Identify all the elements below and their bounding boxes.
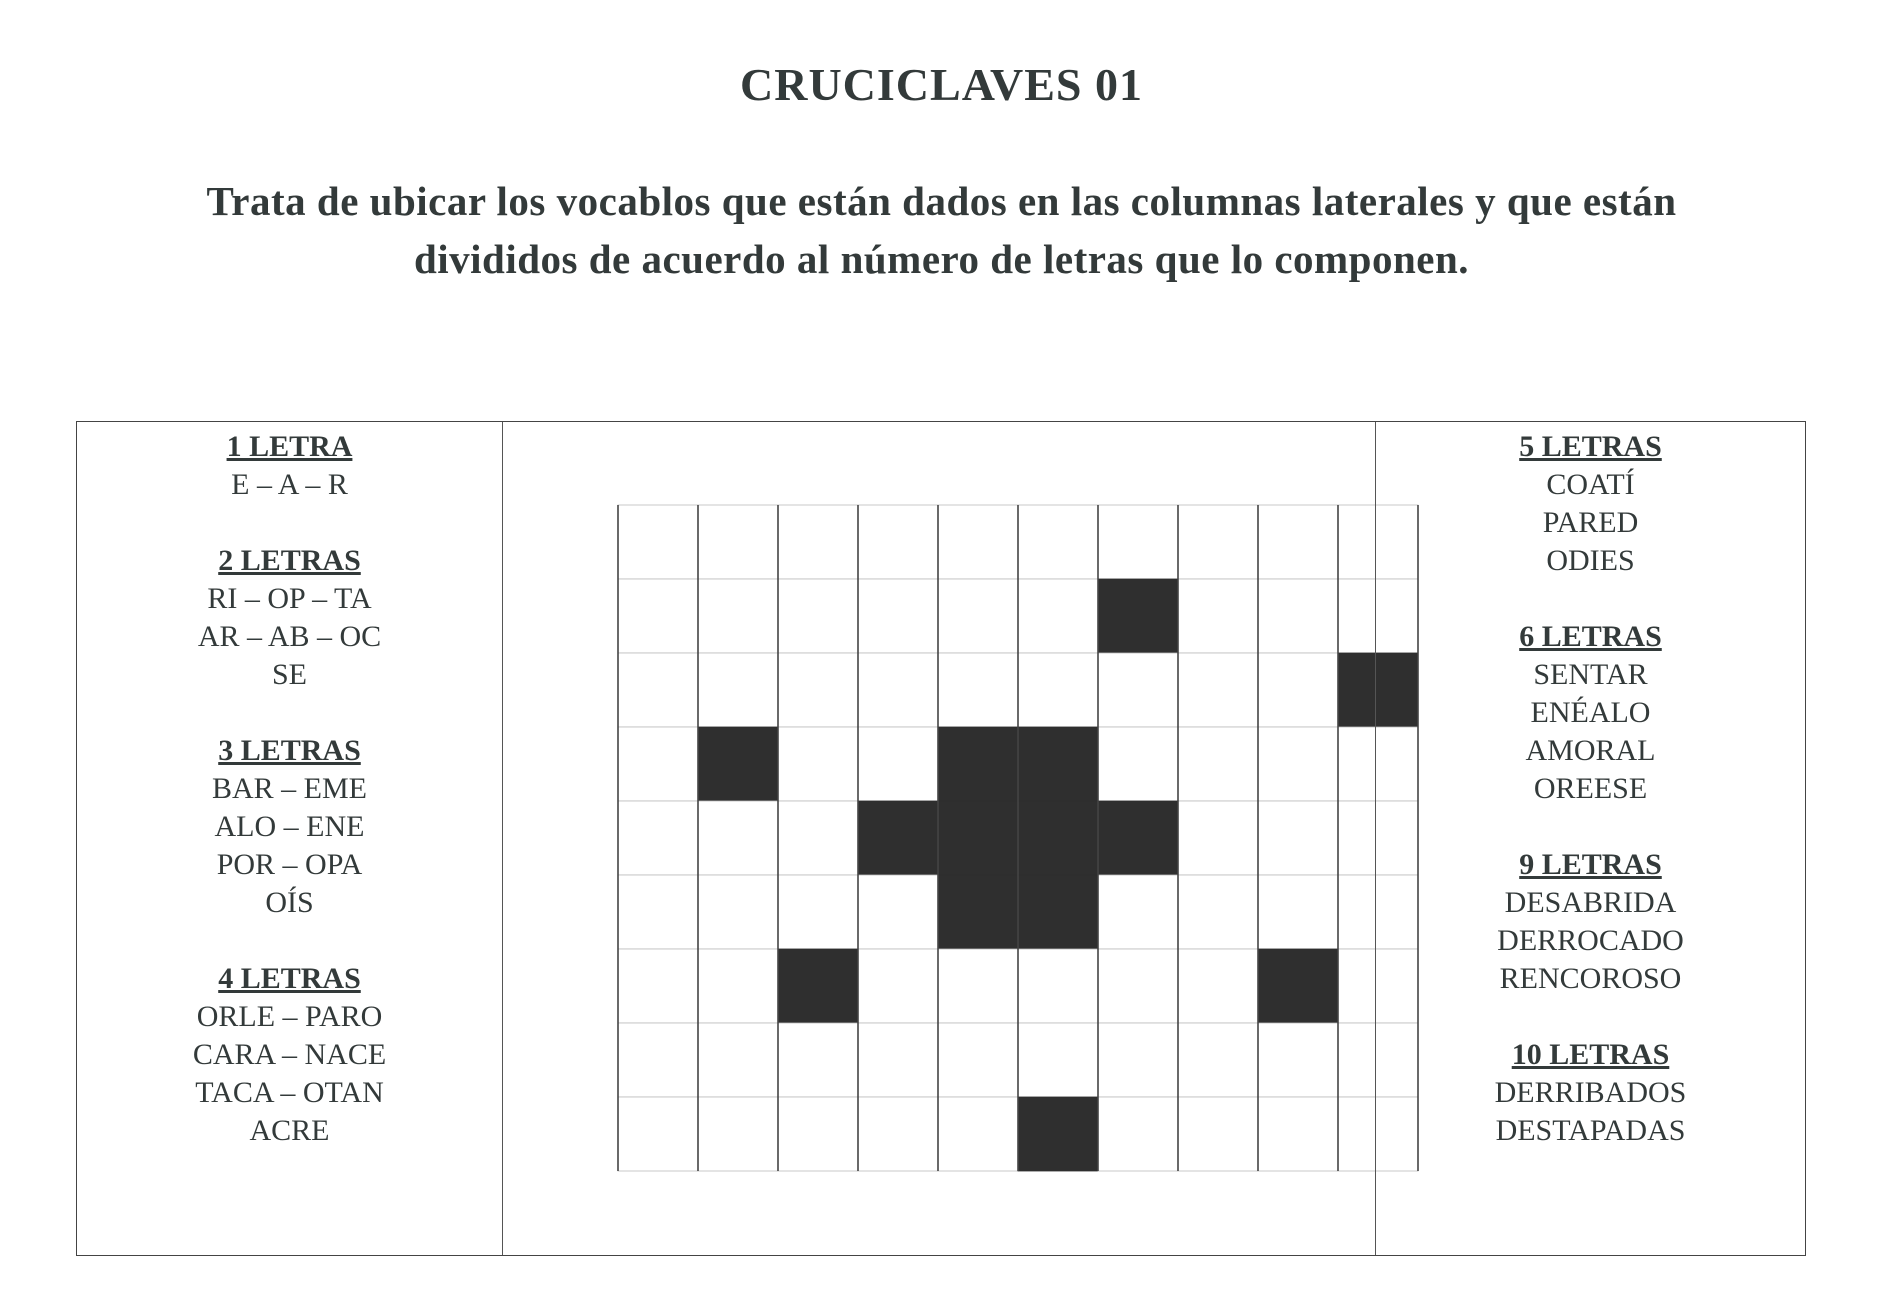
grid-cell[interactable] <box>1258 653 1338 727</box>
word-list-left <box>77 422 503 1255</box>
word-group <box>1376 846 1805 998</box>
grid-cell-black <box>938 875 1018 949</box>
grid-cell[interactable] <box>778 1097 858 1171</box>
word-line: SENTAR <box>1533 658 1648 691</box>
grid-cell[interactable] <box>618 949 698 1023</box>
grid-cell[interactable] <box>1018 579 1098 653</box>
grid-cell[interactable] <box>1178 949 1258 1023</box>
word-line: ORLE – PARO <box>196 1000 383 1033</box>
grid-cell[interactable] <box>1258 505 1338 579</box>
grid-cell[interactable] <box>858 653 938 727</box>
word-group-title: 1 LETRA <box>226 430 353 463</box>
word-group-title: 6 LETRAS <box>1519 620 1662 653</box>
word-group-title: 2 LETRAS <box>218 544 361 577</box>
word-group <box>77 542 502 694</box>
word-group <box>1376 1036 1805 1150</box>
word-line: CARA – NACE <box>192 1038 387 1071</box>
grid-cell[interactable] <box>938 653 1018 727</box>
grid-cell[interactable] <box>1178 579 1258 653</box>
word-group-title: 4 LETRAS <box>218 962 361 995</box>
grid-cell-black <box>1258 949 1338 1023</box>
grid-cell[interactable] <box>778 875 858 949</box>
crossword-area <box>503 422 1375 1255</box>
grid-cell-black <box>1018 875 1098 949</box>
grid-cell-black <box>1098 801 1178 875</box>
grid-cell[interactable] <box>1098 875 1178 949</box>
grid-cell[interactable] <box>1018 1023 1098 1097</box>
grid-cell[interactable] <box>1258 1097 1338 1171</box>
grid-cell-black <box>1098 579 1178 653</box>
grid-cell[interactable] <box>1258 1023 1338 1097</box>
grid-cell[interactable] <box>1178 727 1258 801</box>
grid-cell[interactable] <box>778 579 858 653</box>
word-line: POR – OPA <box>216 848 363 881</box>
grid-cell[interactable] <box>698 505 778 579</box>
word-line: DERROCADO <box>1497 924 1684 957</box>
grid-cell[interactable] <box>778 505 858 579</box>
grid-cell-black <box>698 727 778 801</box>
grid-cell[interactable] <box>618 505 698 579</box>
word-group-title: 3 LETRAS <box>218 734 361 767</box>
word-line: PARED <box>1542 506 1639 539</box>
grid-cell[interactable] <box>778 653 858 727</box>
grid-cell[interactable] <box>698 579 778 653</box>
grid-cell[interactable] <box>1098 727 1178 801</box>
word-line: ALO – ENE <box>214 810 365 843</box>
page-title: CRUCICLAVES 01 <box>740 59 1143 110</box>
word-line: AMORAL <box>1525 734 1656 767</box>
grid-cell[interactable] <box>938 1023 1018 1097</box>
word-group-title: 10 LETRAS <box>1511 1038 1670 1071</box>
word-group <box>1376 618 1805 808</box>
word-line: OREESE <box>1533 772 1648 805</box>
grid-cell[interactable] <box>618 579 698 653</box>
grid-cell[interactable] <box>938 949 1018 1023</box>
grid-cell[interactable] <box>858 727 938 801</box>
word-line: TACA – OTAN <box>195 1076 384 1109</box>
grid-cell-black <box>1018 1097 1098 1171</box>
grid-cell[interactable] <box>1258 875 1338 949</box>
left-word-groups <box>77 422 502 1150</box>
grid-cell[interactable] <box>618 801 698 875</box>
word-line: AR – AB – OC <box>197 620 382 653</box>
grid-cell[interactable] <box>938 505 1018 579</box>
word-line: RI – OP – TA <box>207 582 372 615</box>
grid-cell[interactable] <box>1178 1023 1258 1097</box>
grid-cell[interactable] <box>858 505 938 579</box>
grid-cell[interactable] <box>698 1097 778 1171</box>
grid-cell-black <box>938 801 1018 875</box>
word-group-title: 5 LETRAS <box>1519 430 1662 463</box>
word-line: E – A – R <box>231 468 348 501</box>
word-line: SE <box>271 658 307 691</box>
grid-cell[interactable] <box>1098 653 1178 727</box>
grid-cell[interactable] <box>618 727 698 801</box>
grid-cell-black <box>1018 727 1098 801</box>
grid-cell[interactable] <box>778 1023 858 1097</box>
grid-cell[interactable] <box>858 1023 938 1097</box>
grid-cell[interactable] <box>698 1023 778 1097</box>
word-group <box>77 428 502 504</box>
grid-cell-black <box>938 727 1018 801</box>
grid-cell[interactable] <box>1178 875 1258 949</box>
grid-cell[interactable] <box>1018 653 1098 727</box>
grid-cell-black <box>858 801 938 875</box>
grid-cell[interactable] <box>618 875 698 949</box>
grid-cell[interactable] <box>698 949 778 1023</box>
word-line: ODIES <box>1546 544 1635 577</box>
grid-cell[interactable] <box>938 1097 1018 1171</box>
grid-cell[interactable] <box>618 1023 698 1097</box>
puzzle-frame <box>76 421 1806 1256</box>
instructions-line-1: Trata de ubicar los vocablos que están dados en las columnas laterales y que están <box>206 178 1677 224</box>
word-group-title: 9 LETRAS <box>1519 848 1662 881</box>
grid-cell[interactable] <box>858 579 938 653</box>
word-list-right <box>1375 422 1805 1255</box>
grid-cell[interactable] <box>1178 505 1258 579</box>
instructions-line-2: divididos de acuerdo al número de letras que lo componen. <box>413 236 1470 282</box>
grid-cell[interactable] <box>1258 801 1338 875</box>
word-line: ENÉALO <box>1530 696 1651 729</box>
grid-cell[interactable] <box>778 727 858 801</box>
word-line: DERRIBADOS <box>1494 1076 1687 1109</box>
word-group <box>1376 428 1805 580</box>
word-line: RENCOROSO <box>1499 962 1682 995</box>
grid-cell[interactable] <box>1098 505 1178 579</box>
grid-cell[interactable] <box>938 579 1018 653</box>
grid-cell-black <box>1018 801 1098 875</box>
grid-cell[interactable] <box>1258 579 1338 653</box>
word-line: BAR – EME <box>211 772 367 805</box>
word-group <box>77 960 502 1150</box>
word-line: COATÍ <box>1546 468 1635 501</box>
grid-cell[interactable] <box>778 801 858 875</box>
grid-cell[interactable] <box>698 801 778 875</box>
word-line: DESABRIDA <box>1504 886 1677 919</box>
grid-cell[interactable] <box>1018 949 1098 1023</box>
grid-cell[interactable] <box>1018 505 1098 579</box>
word-group <box>77 732 502 922</box>
grid-cell[interactable] <box>1258 727 1338 801</box>
word-line: DESTAPADAS <box>1495 1114 1686 1147</box>
right-word-groups <box>1376 422 1805 1150</box>
grid-cell[interactable] <box>618 653 698 727</box>
grid-cell[interactable] <box>698 653 778 727</box>
instructions <box>60 172 1823 288</box>
grid-cell[interactable] <box>698 875 778 949</box>
grid-cell[interactable] <box>858 949 938 1023</box>
grid-cell[interactable] <box>858 875 938 949</box>
grid-cell[interactable] <box>1178 653 1258 727</box>
grid-cell[interactable] <box>618 1097 698 1171</box>
grid-cell[interactable] <box>1098 1023 1178 1097</box>
grid-cell[interactable] <box>1178 1097 1258 1171</box>
grid-cell[interactable] <box>1098 949 1178 1023</box>
grid-cell[interactable] <box>1098 1097 1178 1171</box>
grid-cell[interactable] <box>858 1097 938 1171</box>
grid-cell-black <box>778 949 858 1023</box>
word-line: ACRE <box>249 1114 330 1147</box>
crossword-grid[interactable] <box>617 504 1419 1172</box>
word-line: OÍS <box>265 886 314 919</box>
grid-cell[interactable] <box>1178 801 1258 875</box>
